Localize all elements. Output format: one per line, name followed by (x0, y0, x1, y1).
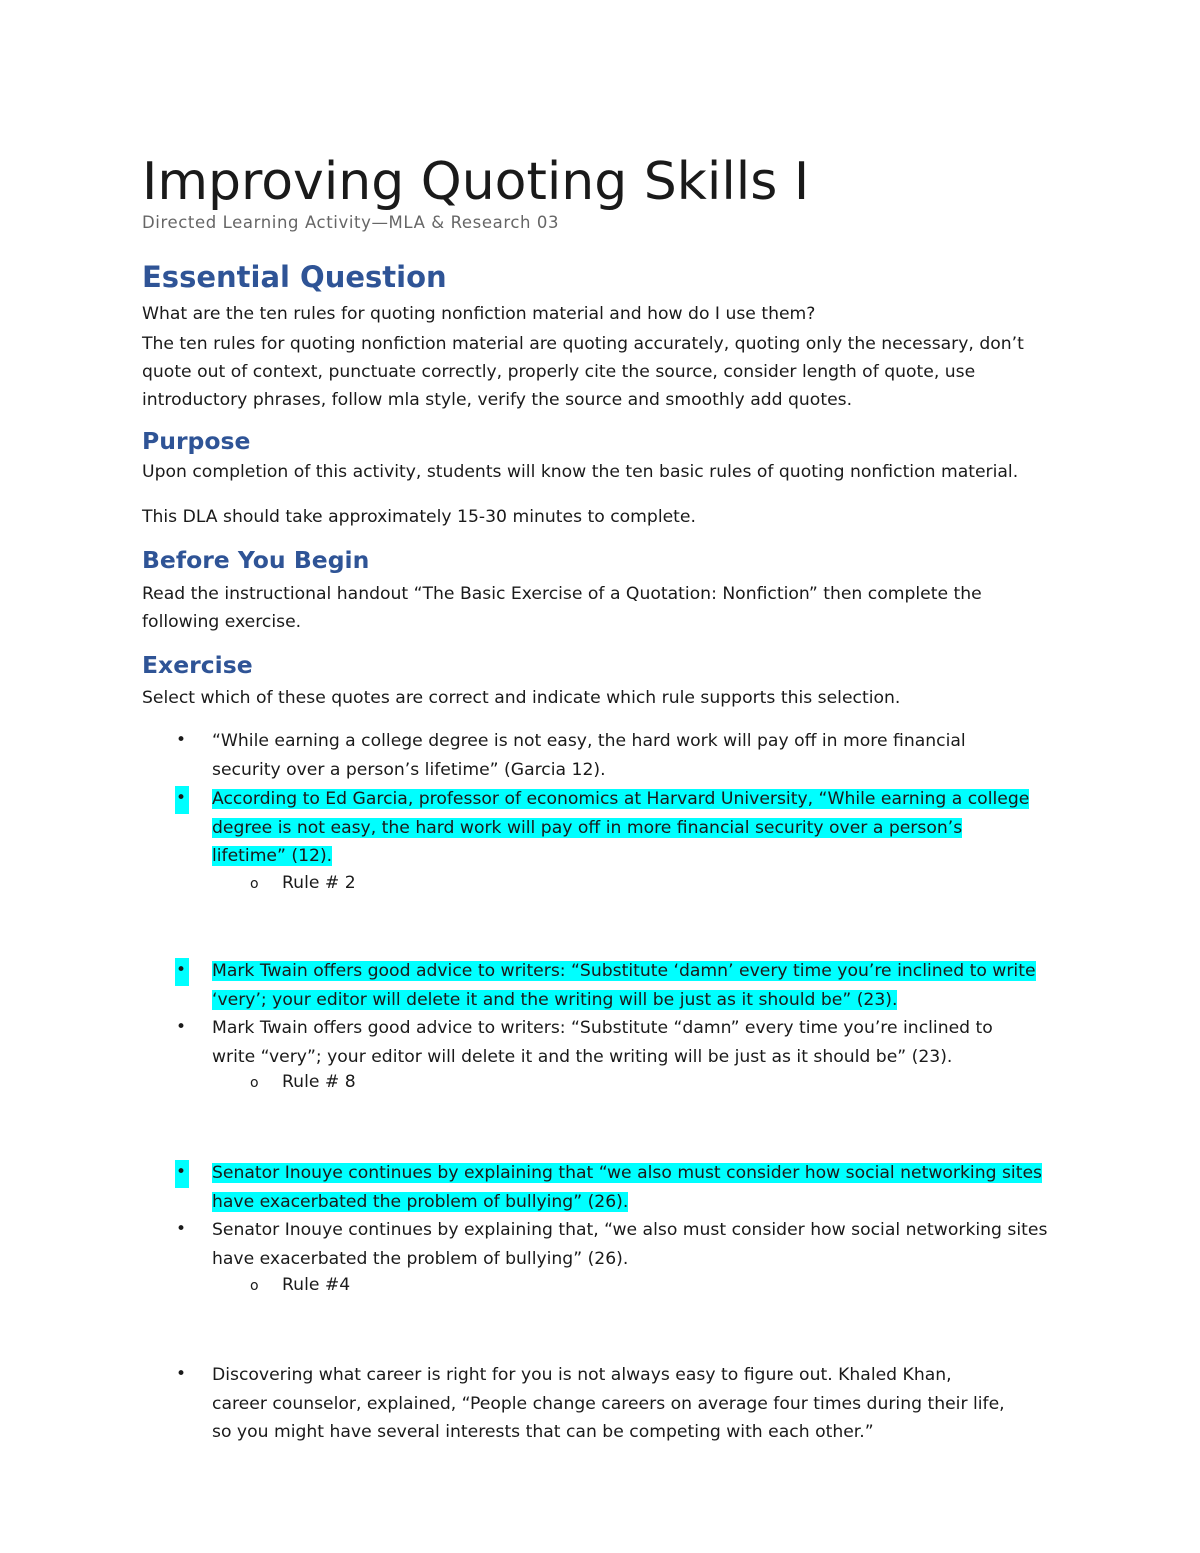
quote-line-text: lifetime” (12). (212, 846, 333, 866)
exercise-heading: Exercise (142, 651, 253, 679)
quote-line-text: ‘very’; your editor will delete it and the writing will be just as it should be” (23). (212, 989, 898, 1010)
quote-line (212, 1390, 1005, 1419)
quote-line (212, 1043, 952, 1072)
quote-line (212, 1361, 952, 1390)
bullet-icon: • (176, 730, 187, 750)
quote-line-text: career counselor, explained, “People change careers on average four times during their life, (212, 1393, 1005, 1414)
bullet-icon: • (176, 960, 187, 980)
bullet-icon: • (176, 788, 187, 808)
quote-line-text: Senator Inouye continues by explaining that, “we also must consider how social networking sites (212, 1220, 1048, 1240)
bullet-icon: • (176, 1219, 187, 1239)
quote-line-text: According to Ed Garcia, professor of economics at Harvard University, “While earning a college (212, 789, 1030, 809)
quote-line-text: degree is not easy, the hard work will pay off in more financial security over a person’s (212, 817, 963, 838)
essential-answer-text: The ten rules for quoting nonfiction material are quoting accurately, quoting only the necessary, don’t quote out of context, punctuate correctly, properly cite the source, consider length of quote, use introductory phrases, follow mla style, verify the source and smoothly add quotes. (142, 334, 1024, 410)
purpose-text: Upon completion of this activity, students will know the ten basic rules of quoting nonfiction material. (142, 462, 1019, 482)
sub-bullet-icon: o (250, 1278, 259, 1294)
sub-bullet-icon: o (250, 876, 259, 892)
bullet-icon: • (176, 1364, 187, 1384)
document-title: Improving Quoting Skills I (142, 152, 810, 212)
quote-line (212, 1188, 628, 1217)
bullet-icon: • (176, 1017, 187, 1037)
before-you-begin-heading: Before You Begin (142, 546, 370, 574)
quote-line-text: Senator Inouye continues by explaining that “we also must consider how social networking sites (212, 1163, 1042, 1183)
before-you-begin-text: Read the instructional handout “The Basic Exercise of a Quotation: Nonfiction” then complete the following exercise. (142, 584, 982, 632)
quote-line (212, 1245, 628, 1274)
quote-line (212, 1418, 874, 1447)
quote-line-text: so you might have several interests that can be competing with each other.” (212, 1422, 874, 1442)
quote-line-text: “While earning a college degree is not easy, the hard work will pay off in more financial (212, 731, 966, 751)
quote-line (212, 1014, 993, 1043)
quote-line (212, 986, 897, 1015)
bullet-icon: • (176, 1162, 187, 1182)
quote-line (212, 785, 1029, 814)
essential-question-heading: Essential Question (142, 260, 447, 294)
quote-line (212, 957, 1036, 986)
quote-line (212, 1159, 1042, 1188)
quote-line (212, 756, 606, 785)
essential-question-text: What are the ten rules for quoting nonfiction material and how do I use them? (142, 304, 816, 324)
purpose-heading: Purpose (142, 427, 251, 455)
document-subtitle: Directed Learning Activity—MLA & Research 03 (142, 213, 560, 232)
quote-line-text: write “very”; your editor will delete it and the writing will be just as it should be” (23). (212, 1046, 953, 1067)
duration-text: This DLA should take approximately 15-30 minutes to complete. (142, 507, 696, 527)
quote-line (212, 727, 966, 756)
quote-line-text: Mark Twain offers good advice to writers: “Substitute “damn” every time you’re inclined to (212, 1018, 993, 1038)
exercise-instructions: Select which of these quotes are correct and indicate which rule supports this selection. (142, 688, 901, 708)
quote-line-text: Mark Twain offers good advice to writers: “Substitute ‘damn’ every time you’re inclined to write (212, 961, 1036, 981)
quote-line (212, 814, 962, 843)
quote-line-text: security over a person’s lifetime” (Garcia 12). (212, 759, 606, 780)
sub-bullet-icon: o (250, 1075, 259, 1091)
quote-line (212, 842, 332, 871)
quote-line (212, 1216, 1047, 1245)
quote-line-text: have exacerbated the problem of bullying” (26). (212, 1248, 629, 1269)
quote-line-text: Discovering what career is right for you is not always easy to figure out. Khaled Khan, (212, 1365, 952, 1385)
rule-answer: Rule #4 (282, 1275, 351, 1295)
rule-answer: Rule # 8 (282, 1072, 356, 1092)
rule-answer: Rule # 2 (282, 873, 356, 893)
quote-line-text: have exacerbated the problem of bullying” (26). (212, 1191, 629, 1212)
